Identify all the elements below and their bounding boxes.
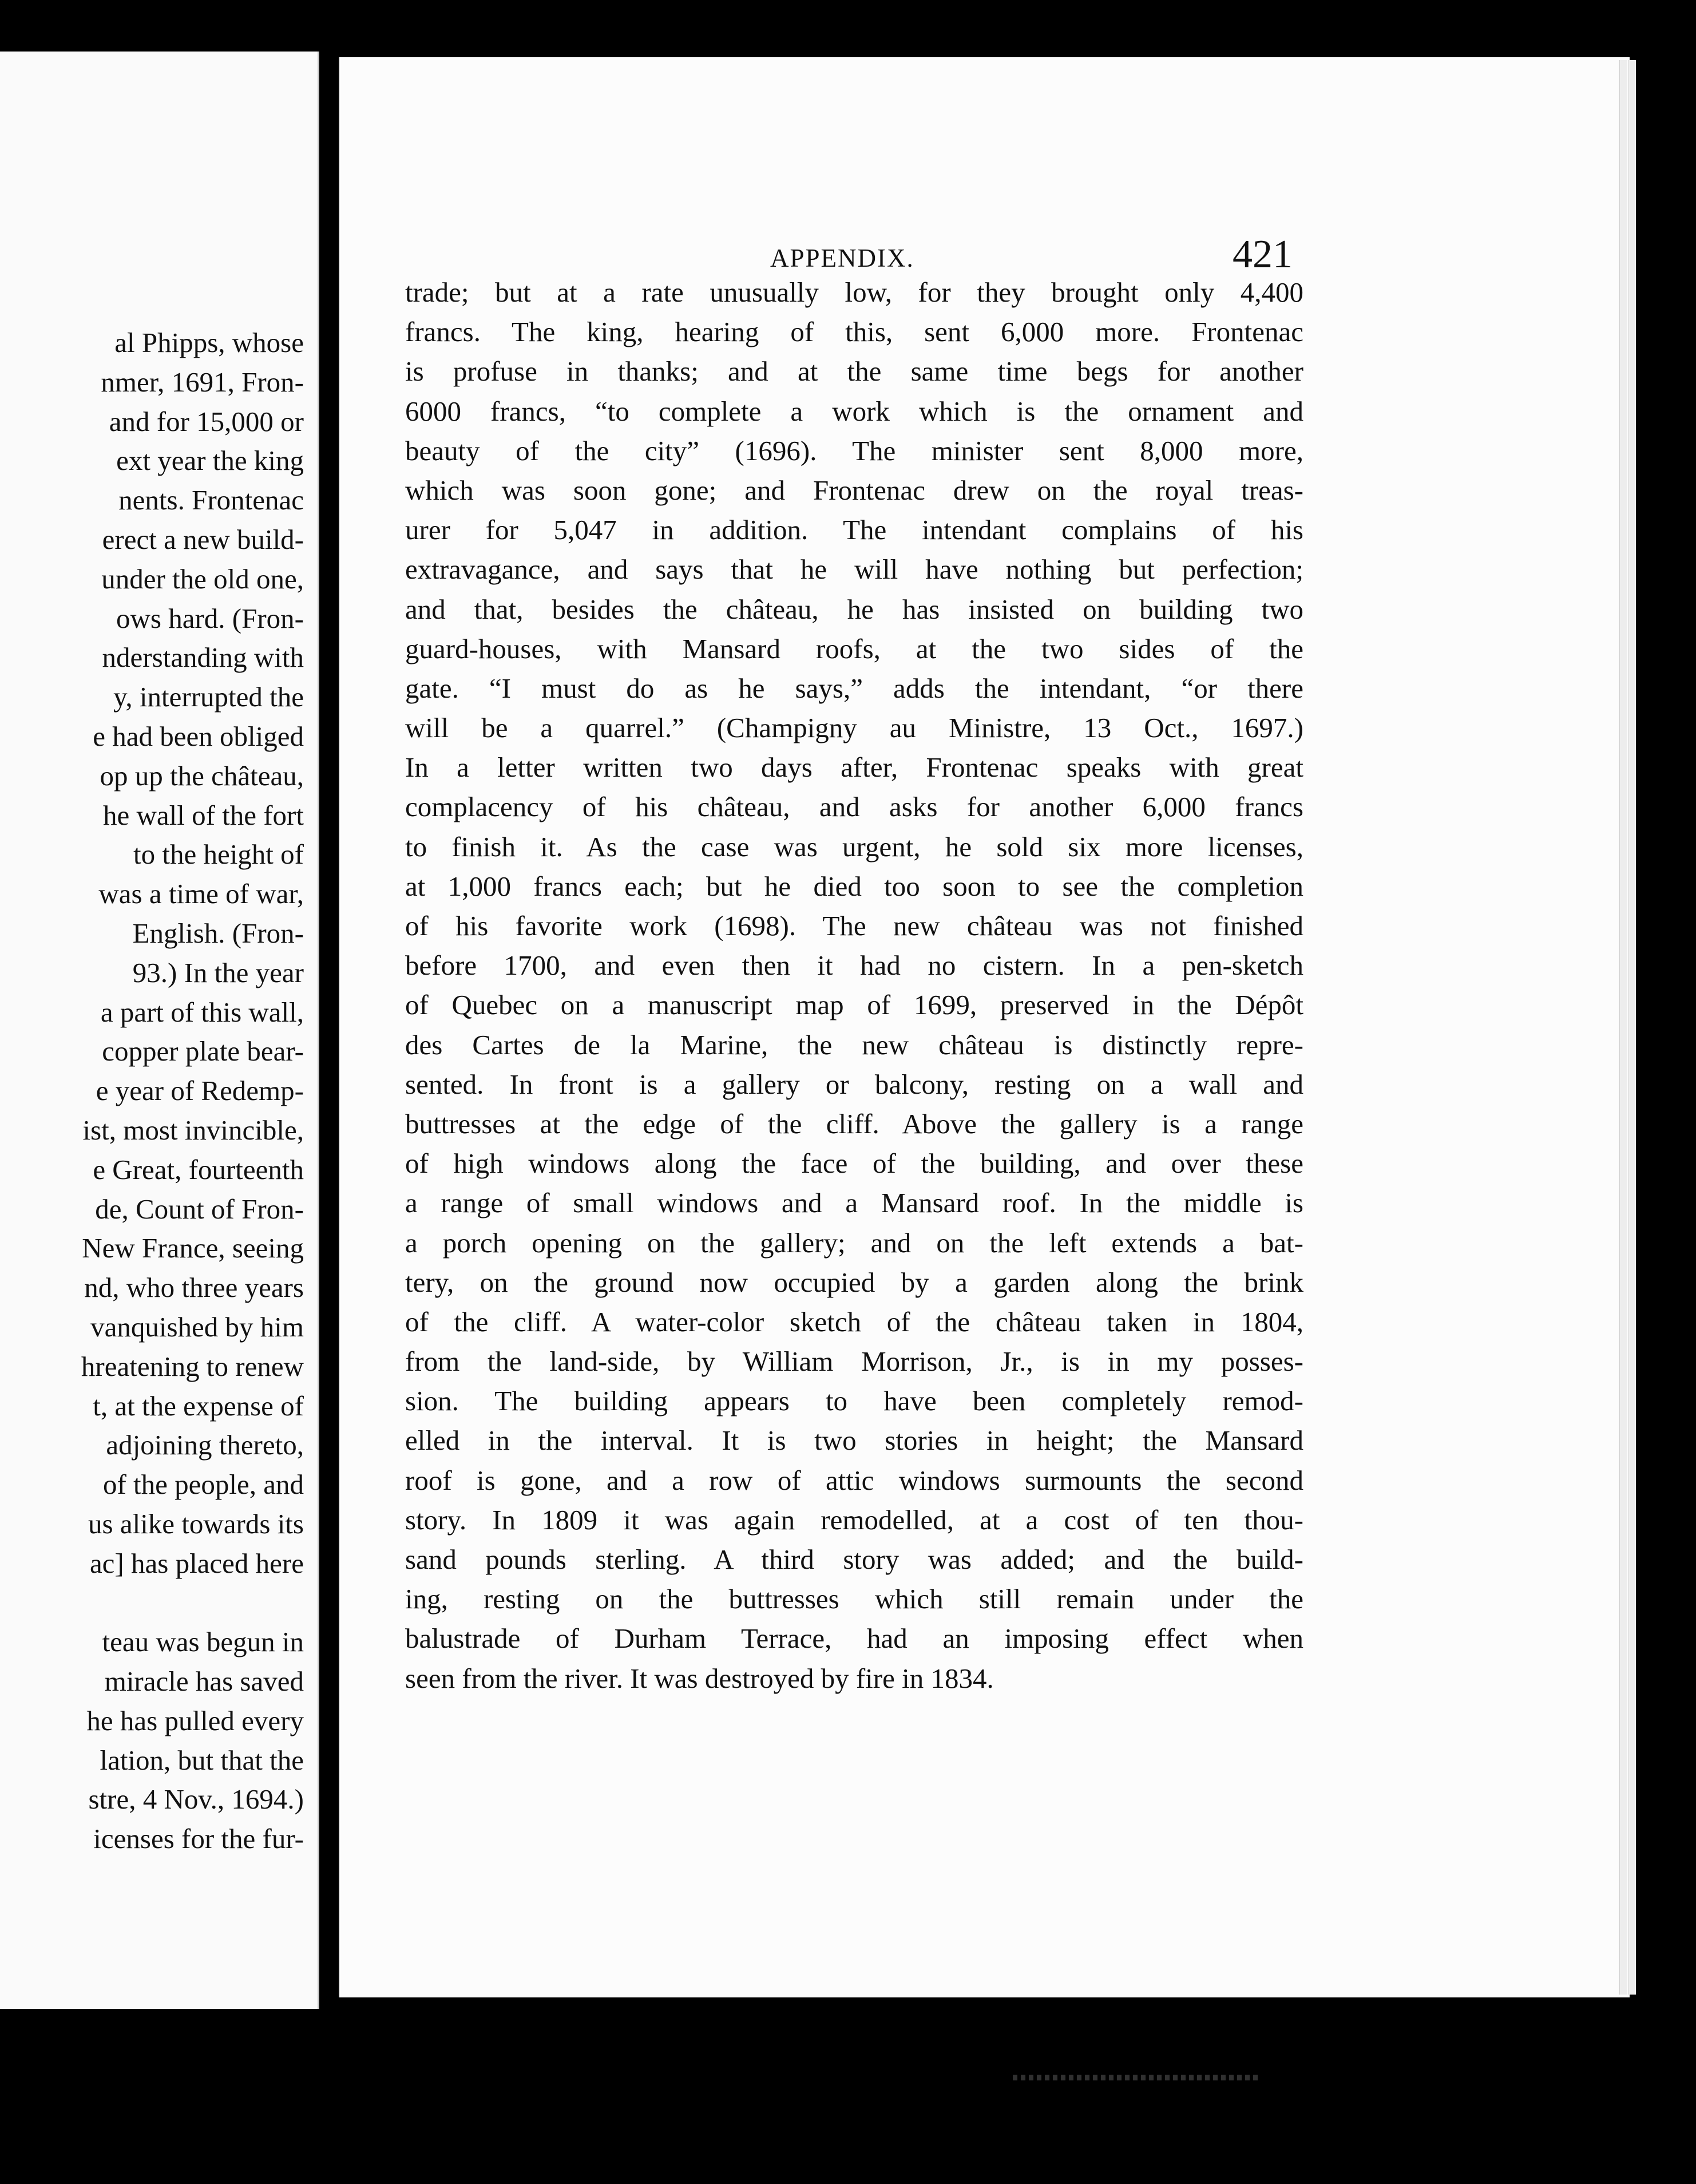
body-line: at 1,000 francs each; but he died too soon to see the completion (405, 870, 1303, 902)
body-line: a range of small windows and a Mansard roof. In the middle is (405, 1187, 1303, 1219)
left-page-line: of the people, and (102, 1469, 304, 1501)
body-line: trade; but at a rate unusually low, for they brought only 4,400 (405, 276, 1303, 308)
running-head: APPENDIX. (770, 244, 914, 272)
body-line: sand pounds sterling. A third story was added; and the build- (405, 1544, 1303, 1575)
left-page-line: ac] has placed here (89, 1547, 304, 1579)
body-line: francs. The king, hearing of this, sent 6,000 more. Frontenac (405, 316, 1303, 348)
left-page-line: a part of this wall, (100, 996, 304, 1028)
left-page-line: was a time of war, (98, 878, 304, 910)
left-page-line: al Phipps, whose (114, 327, 304, 358)
body-line: guard-houses, with Mansard roofs, at the two sides of the (405, 632, 1303, 664)
left-page-line: and for 15,000 or (109, 405, 304, 437)
left-page-line: nderstanding with (102, 642, 304, 674)
page-edge (1619, 60, 1627, 1995)
left-page-line: ist, most invincible, (82, 1114, 304, 1146)
body-line: of his favorite work (1698). The new château was not finished (405, 910, 1303, 941)
body-line: ing, resting on the buttresses which still remain under the (405, 1583, 1303, 1615)
body-line: roof is gone, and a row of attic windows surmounts the second (405, 1464, 1303, 1496)
body-line: gate. “I must do as he says,” adds the intendant, “or there (405, 672, 1303, 704)
left-page-text (0, 323, 304, 1859)
left-page-line: e Great, fourteenth (93, 1153, 304, 1185)
page-number: 421 (1233, 232, 1293, 276)
left-page-line: y, interrupted the (113, 681, 304, 713)
body-line: elled in the interval. It is two stories in height; the Mansard (405, 1425, 1303, 1457)
left-page-line: under the old one, (101, 563, 304, 595)
left-page-line: de, Count of Fron- (95, 1193, 304, 1225)
left-page-line: hreatening to renew (81, 1350, 304, 1382)
body-line: to finish it. As the case was urgent, he sold six more licenses, (405, 830, 1303, 862)
left-page-line: ext year the king (116, 445, 304, 477)
footer-smudge (1013, 2075, 1259, 2080)
left-page-line: nents. Frontenac (118, 484, 304, 516)
left-page-line: stre, 4 Nov., 1694.) (88, 1783, 304, 1815)
left-page-line: adjoining thereto, (106, 1429, 304, 1461)
body-line: 6000 francs, “to complete a work which is the ornament and (405, 395, 1303, 427)
left-page-line: to the height of (133, 838, 304, 871)
left-page-line: vanquished by him (90, 1311, 304, 1343)
body-line: In a letter written two days after, Frontenac speaks with great (405, 751, 1303, 784)
body-line: tery, on the ground now occupied by a garden along the brink (405, 1266, 1303, 1298)
page-edge (1628, 60, 1636, 1995)
left-page-line: icenses for the fur- (93, 1823, 304, 1855)
body-text (405, 272, 1303, 1698)
left-page-line: copper plate bear- (102, 1035, 304, 1067)
body-line: before 1700, and even then it had no cistern. In a pen-sketch (405, 949, 1303, 982)
body-line: from the land-side, by William Morrison, Jr., is in my posses- (405, 1346, 1303, 1378)
left-page-line: nd, who three years (84, 1272, 304, 1304)
body-line: beauty of the city” (1696). The minister sent 8,000 more, (405, 434, 1303, 466)
left-page (0, 52, 319, 2009)
body-line: extravagance, and says that he will have nothing but perfection; (405, 553, 1303, 585)
left-page-line: he wall of the fort (102, 799, 304, 831)
body-line: complacency of his château, and asks for another 6,000 francs (405, 791, 1303, 823)
left-page-line: miracle has saved (104, 1665, 304, 1698)
left-page-line: teau was begun in (102, 1626, 304, 1658)
body-line: buttresses at the edge of the cliff. Above the gallery is a range (405, 1107, 1303, 1140)
left-page-line: ows hard. (Fron- (116, 602, 304, 634)
body-line: des Cartes de la Marine, the new château is distinctly repre- (405, 1028, 1303, 1061)
left-page-line: English. (Fron- (132, 917, 304, 949)
body-line: seen from the river. It was destroyed by fire in 1834. (405, 1662, 994, 1694)
left-page-line: nmer, 1691, Fron- (101, 366, 304, 398)
left-page-line: t, at the expense of (93, 1390, 304, 1422)
body-line: of the cliff. A water-color sketch of the château taken in 1804, (405, 1305, 1303, 1338)
left-page-line: e had been obliged (93, 720, 304, 752)
body-line: balustrade of Durham Terrace, had an imposing effect when (405, 1623, 1303, 1655)
body-line: sented. In front is a gallery or balcony, resting on a wall and (405, 1068, 1303, 1100)
body-line: is profuse in thanks; and at the same time begs for another (405, 355, 1303, 387)
left-page-line (0, 1584, 304, 1623)
left-page-line: he has pulled every (86, 1704, 304, 1736)
left-page-line: e year of Redemp- (96, 1075, 304, 1107)
body-line: of Quebec on a manuscript map of 1699, preserved in the Dépôt (405, 989, 1303, 1021)
body-line: of high windows along the face of the building, and over these (405, 1148, 1303, 1180)
body-line: sion. The building appears to have been completely remod- (405, 1385, 1303, 1417)
body-line: and that, besides the château, he has insisted on building two (405, 593, 1303, 625)
left-page-line: New France, seeing (82, 1232, 304, 1264)
body-line: a porch opening on the gallery; and on the left extends a bat- (405, 1226, 1303, 1259)
body-line: urer for 5,047 in addition. The intendant complains of his (405, 514, 1303, 546)
body-line: which was soon gone; and Frontenac drew on the royal treas- (405, 474, 1303, 506)
left-page-line: erect a new build- (102, 523, 304, 555)
left-page-line: us alike towards its (88, 1508, 304, 1540)
left-page-line: 93.) In the year (132, 956, 304, 988)
left-page-line: lation, but that the (100, 1744, 304, 1776)
body-line: will be a quarrel.” (Champigny au Ministre, 13 Oct., 1697.) (405, 712, 1303, 744)
body-line: story. In 1809 it was again remodelled, at a cost of ten thou- (405, 1504, 1303, 1536)
left-page-line: op up the château, (100, 759, 304, 792)
